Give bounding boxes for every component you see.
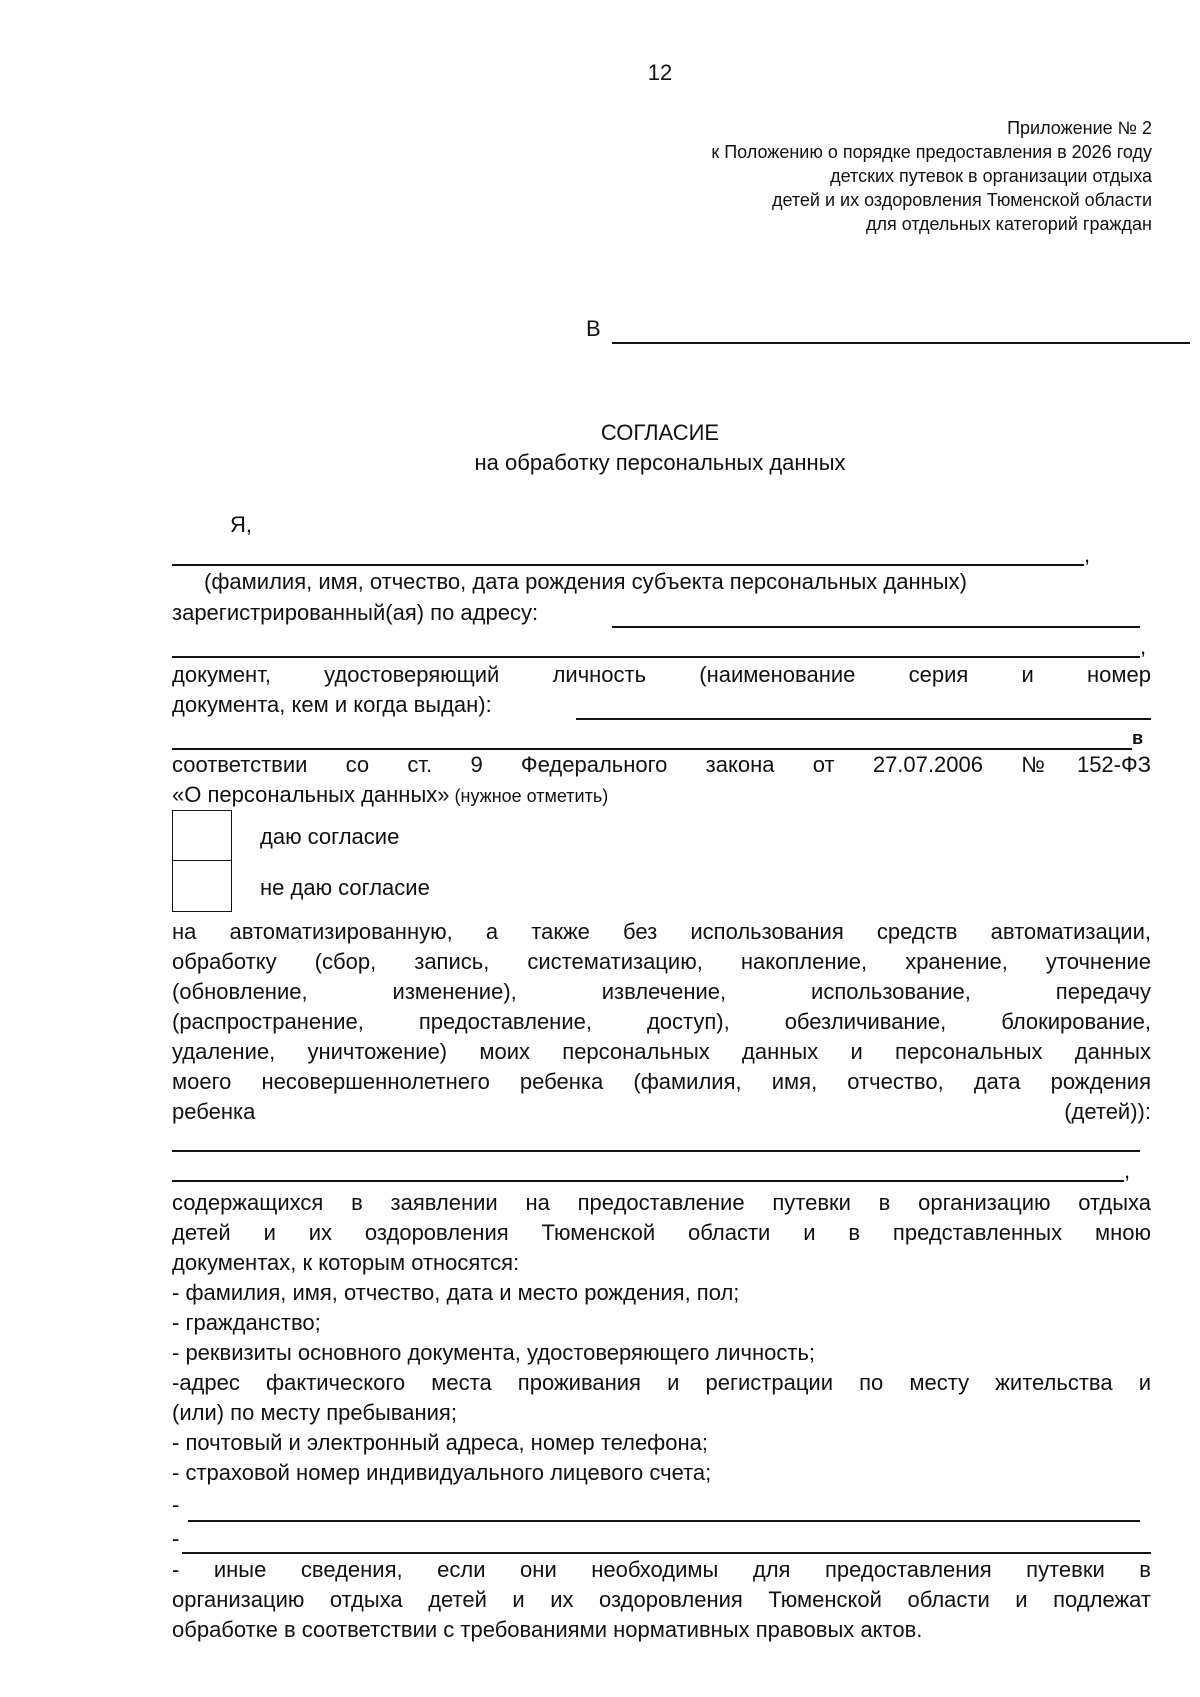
body-line: удаление, уничтожение) моих персональных данных и персональных данных — [172, 1039, 1151, 1064]
appendix-line: к Положению о порядке предоставления в 2026 году — [711, 142, 1152, 162]
address-field[interactable] — [612, 626, 1140, 628]
appendix-line: Приложение № 2 — [1007, 118, 1152, 138]
i-label: Я, — [230, 512, 252, 537]
dash: - — [172, 1492, 180, 1517]
comma: , — [1140, 634, 1147, 659]
body-line: (обновление, изменение), извлечение, использование, передачу — [172, 979, 1151, 1004]
comma: , — [1084, 542, 1091, 567]
body-line: обработке в соответствии с требованиями нормативных правовых актов. — [172, 1617, 923, 1642]
appendix-line: детей и их оздоровления Тюменской области — [771, 190, 1152, 210]
disagree-checkbox[interactable] — [172, 860, 232, 912]
document-field[interactable] — [576, 718, 1151, 720]
appendix-line: детских путевок в организации отдыха — [830, 166, 1152, 186]
list-item: (или) по месту пребывания; — [172, 1400, 457, 1425]
list-item: - почтовый и электронный адреса, номер телефона; — [172, 1430, 709, 1455]
other-data-field[interactable] — [188, 1520, 1140, 1522]
addressee-field[interactable] — [612, 342, 1190, 344]
children-label: (детей)): — [1064, 1099, 1151, 1124]
comma: , — [1124, 1158, 1131, 1183]
body-line: обработку (сбор, запись, систематизацию, накопление, хранение, уточнение — [172, 949, 1151, 974]
dash: - — [172, 1526, 180, 1551]
body-line: содержащихся в заявлении на предоставление путевки в организацию отдыха — [172, 1190, 1151, 1215]
body-line: детей и их оздоровления Тюменской области и в представленных мною — [172, 1220, 1151, 1245]
body-line: (распространение, предоставление, доступ), обезличивание, блокирование, — [172, 1009, 1151, 1034]
body-line: документах, к которым относятся: — [172, 1250, 520, 1275]
list-item: - гражданство; — [172, 1310, 321, 1335]
registered-label: зарегистрированный(ая) по адресу: — [172, 600, 539, 625]
subject-name-field[interactable] — [172, 564, 1084, 566]
addressee-prefix: В — [586, 316, 601, 341]
child-name-field[interactable] — [172, 1150, 1140, 1152]
address-field-2[interactable] — [172, 656, 1140, 658]
document-title: СОГЛАСИЕ — [600, 420, 720, 445]
doc-line-1: документ, удостоверяющий личность (наименование серия и номер — [172, 662, 1151, 687]
list-item: - страховой номер индивидуального лицевого счета; — [172, 1460, 712, 1485]
doc-line-2: документа, кем и когда выдан): — [172, 692, 492, 717]
list-item: -адрес фактического места проживания и регистрации по месту жительства и — [172, 1370, 1151, 1395]
child-label: ребенка — [172, 1099, 256, 1124]
in-word: в — [1132, 728, 1144, 748]
agree-checkbox[interactable] — [172, 810, 232, 862]
child-name-field-2[interactable] — [172, 1180, 1124, 1182]
document-subtitle: на обработку персональных данных — [474, 450, 846, 475]
list-item: - фамилия, имя, отчество, дата и место рождения, пол; — [172, 1280, 740, 1305]
body-line: на автоматизированную, а также без использования средств автоматизации, — [172, 919, 1151, 944]
body-line: организацию отдыха детей и их оздоровления Тюменской области и подлежат — [172, 1587, 1151, 1612]
page-number: 12 — [647, 60, 673, 85]
appendix-block — [711, 116, 1152, 236]
law-line-2 — [172, 780, 608, 811]
law-note: (нужное отметить) — [449, 786, 609, 806]
disagree-label: не даю согласие — [260, 875, 430, 900]
agree-label: даю согласие — [260, 824, 400, 849]
body-line: моего несовершеннолетнего ребенка (фамилия, имя, отчество, дата рождения — [172, 1069, 1151, 1094]
subject-hint: (фамилия, имя, отчество, дата рождения субъекта персональных данных) — [204, 569, 967, 594]
list-item: - реквизиты основного документа, удостоверяющего личность; — [172, 1340, 816, 1365]
law-line-1: соответствии со ст. 9 Федерального закона от 27.07.2006 №152-ФЗ — [172, 752, 1151, 777]
appendix-line: для отдельных категорий граждан — [865, 214, 1152, 234]
body-line: - иные сведения, если они необходимы для предоставления путевки в — [172, 1557, 1151, 1582]
other-data-field-2[interactable] — [182, 1552, 1151, 1554]
law-name: «О персональных данных» — [172, 782, 450, 807]
